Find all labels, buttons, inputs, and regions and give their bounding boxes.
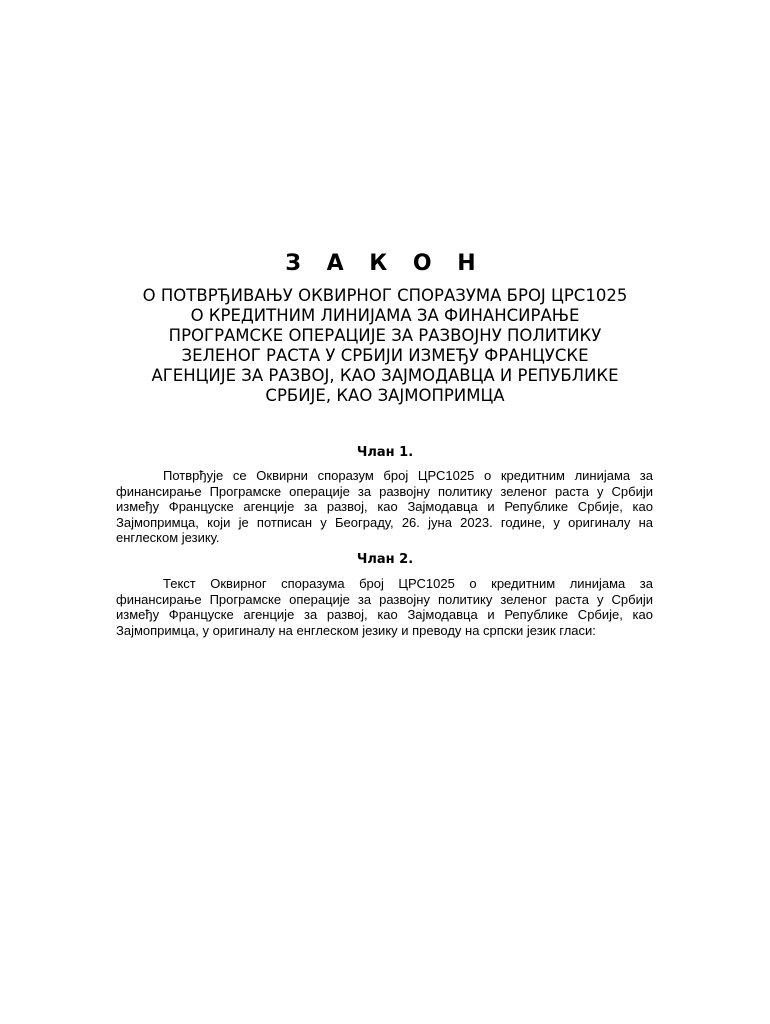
article-2-text: Текст Оквирног споразума број ЦРС1025 о кредитним линијама за финансирање Програмске операције за развојну политику зеленог раста у Србији између Француске агенције за развој, као Зајмодавца и Републике Србије, као Зајмопримца, у оригиналу на енглеском језику и преводу на српски језик гласи: (116, 576, 653, 638)
article-2-heading: Члан 2. (356, 552, 414, 567)
article-1-text: Потврђује се Оквирни споразум број ЦРС1025 о кредитним линијама за финансирање Програмске операције за развојну политику зеленог раста у Србији између Француске агенције за развој, као Зајмодавца и Републике Србије, као Зајмопримца, који је потписан у Београду, 26. јуна 2023. године, у оригиналу на енглеском језику. (116, 468, 653, 546)
law-title: З А К О Н (285, 251, 485, 276)
law-subtitle: О ПОТВРЂИВАЊУ ОКВИРНОГ СПОРАЗУМА БРОЈ ЦРС1025 О КРЕДИТНИМ ЛИНИЈАМА ЗА ФИНАНСИРАЊЕ ПРОГРАМСКЕ ОПЕРАЦИЈЕ ЗА РАЗВОЈНУ ПОЛИТИКУ ЗЕЛЕНОГ РАСТА У СРБИЈИ ИЗМЕЂУ ФРАНЦУСКЕ АГЕНЦИЈЕ ЗА РАЗВОЈ, КАО ЗАЈМОДАВЦА И РЕПУБЛИКЕ СРБИЈЕ, КАО ЗАЈМОПРИМЦА (142, 286, 628, 405)
article-1-heading: Члан 1. (356, 445, 414, 460)
